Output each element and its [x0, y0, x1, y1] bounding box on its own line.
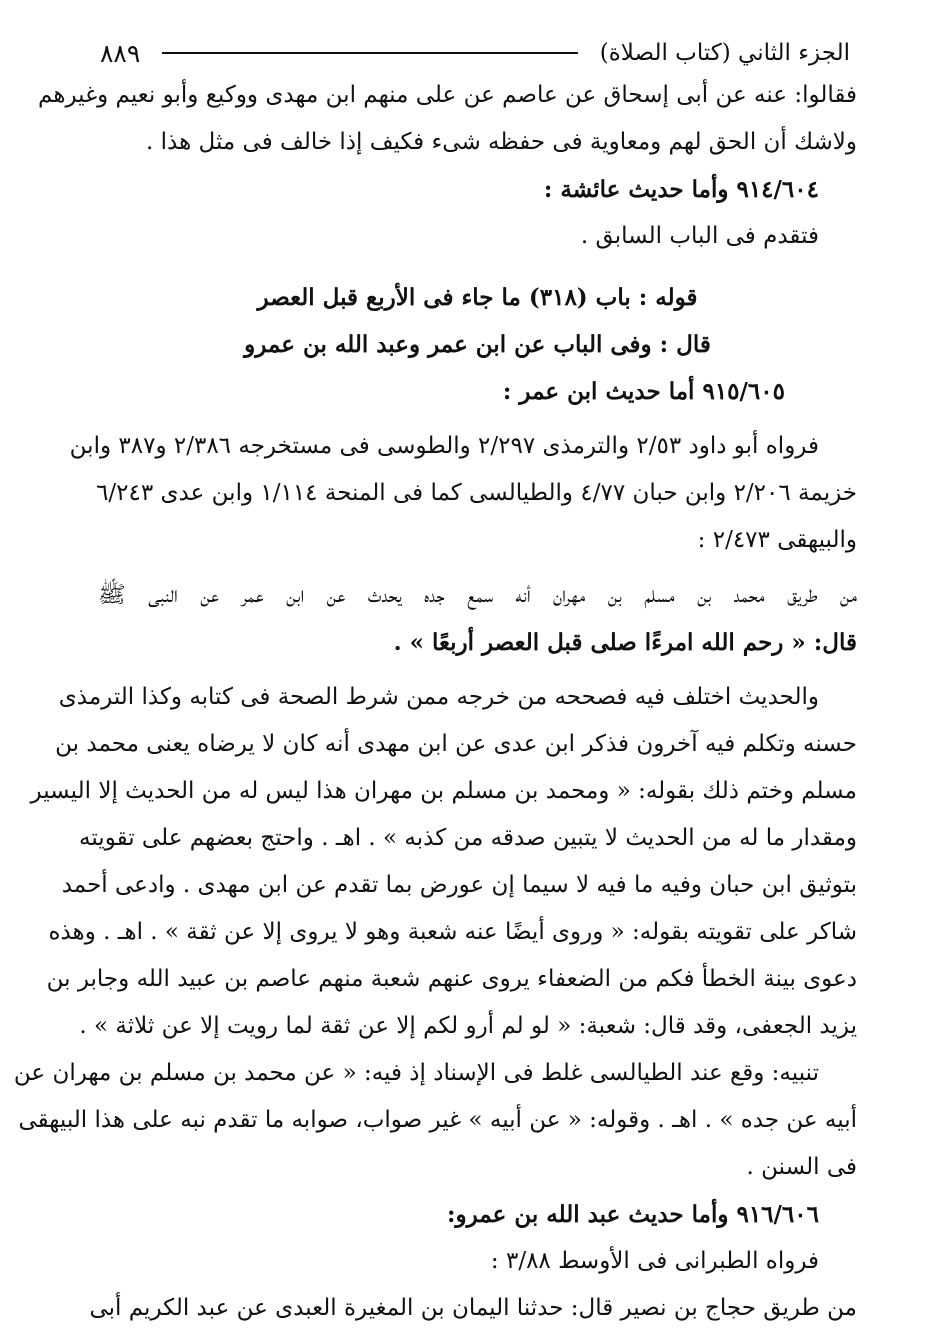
text-line: من طريق حجاج بن نصير قال: حدثنا اليمان بن المغيرة العبدى عن عبد الكريم أبى: [89, 1295, 857, 1321]
text-line: ولاشك أن الحق لهم ومعاوية فى حفظه شىء فكيف إذا خالف فى مثل هذا .: [146, 129, 857, 155]
text-line: خزيمة ٢/٢٠٦ وابن حبان ٤/٧٧ والطيالسى كما فى المنحة ١/١١٤ وابن عدى ٦/٢٤٣: [96, 480, 857, 506]
hadith-heading: ٩١٦/٦٠٦ وأما حديث عبد الله بن عمرو:: [447, 1201, 819, 1228]
text-line: شاكر على تقويته بقوله: « وروى أيضًا عنه شعبة وهو لا يروى إلا عن ثقة » . اهـ . وهذه: [48, 919, 857, 945]
page-number: ٨٨٩: [100, 38, 141, 68]
hadith-text: قال: « رحم الله امرءًا صلى قبل العصر أربعًا » .: [393, 629, 857, 656]
running-title: الجزء الثاني (كتاب الصلاة): [599, 40, 850, 66]
text-line: بتوثيق ابن حبان وفيه ما فيه لا سيما إن عورض بما تقدم عن ابن مهدى . وادعى أحمد: [61, 872, 857, 898]
chapter-heading: قوله : باب (٣١٨) ما جاء فى الأربع قبل العصر: [257, 284, 698, 311]
page-body: [13, 72, 857, 1332]
hadith-heading: ٩١٤/٦٠٤ وأما حديث عائشة :: [543, 176, 819, 203]
text-line: فتقدم فى الباب السابق .: [580, 223, 819, 249]
text-line: مسلم وختم ذلك بقوله: « ومحمد بن مسلم بن مهران هذا ليس له من الحديث إلا اليسير: [30, 778, 857, 804]
text-line: فقالوا: عنه عن أبى إسحاق عن عاصم عن على منهم ابن مهدى ووكيع وأبو نعيم وغيرهم: [38, 82, 857, 108]
text-line: فرواه الطبرانى فى الأوسط ٣/٨٨ :: [490, 1248, 819, 1274]
text-line: فرواه أبو داود ٢/٥٣ والترمذى ٢/٢٩٧ والطوسى فى مستخرجه ٢/٣٨٦ و٣٨٧ وابن: [69, 433, 819, 459]
page-header: [100, 34, 850, 72]
text-line: دعوى بينة الخطأ فكم من الضعفاء يروى عنهم شعبة منهم عاصم بن عبيد الله وجابر بن: [46, 966, 857, 992]
text-line: والحديث اختلف فيه فصححه من خرجه ممن شرط الصحة فى كتابه وكذا الترمذى: [58, 684, 819, 710]
text-line: يزيد الجعفى، وقد قال: شعبة: « لو لم أرو لكم إلا عن ثقة لما رويت إلا عن ثلاثة » .: [79, 1013, 857, 1039]
chapter-subheading: قال : وفى الباب عن ابن عمر وعبد الله بن عمرو: [244, 331, 711, 358]
note-line: تنبيه: وقع عند الطيالسى غلط فى الإسناد إذ فيه: « عن محمد بن مسلم بن مهران عن: [13, 1060, 819, 1086]
text-line: ومقدار ما له من الحديث لا يتبين صدقه من كذبه » . اهـ . واحتج بعضهم على تقويته: [79, 825, 857, 851]
header-rule: [162, 52, 577, 54]
note-line: أبيه عن جده » . اهـ . وقوله: « عن أبيه » غير صواب، صوابه ما تقدم نبه على هذا البيهقى: [18, 1107, 857, 1133]
hadith-heading: ٩١٥/٦٠٥ أما حديث ابن عمر :: [502, 378, 785, 405]
note-line: فى السنن .: [746, 1154, 857, 1180]
text-line: والبيهقى ٢/٤٧٣ :: [697, 527, 857, 553]
text-line: حسنه وتكلم فيه آخرون فذكر ابن عدى عن ابن مهدى أنه كان لا يرضاه يعنى محمد بن: [55, 731, 857, 757]
text-line: من طريق محمد بن مسلم بن مهران أنه سمع جده يحدث عن ابن عمر عن النبى ﷺ: [98, 582, 857, 608]
